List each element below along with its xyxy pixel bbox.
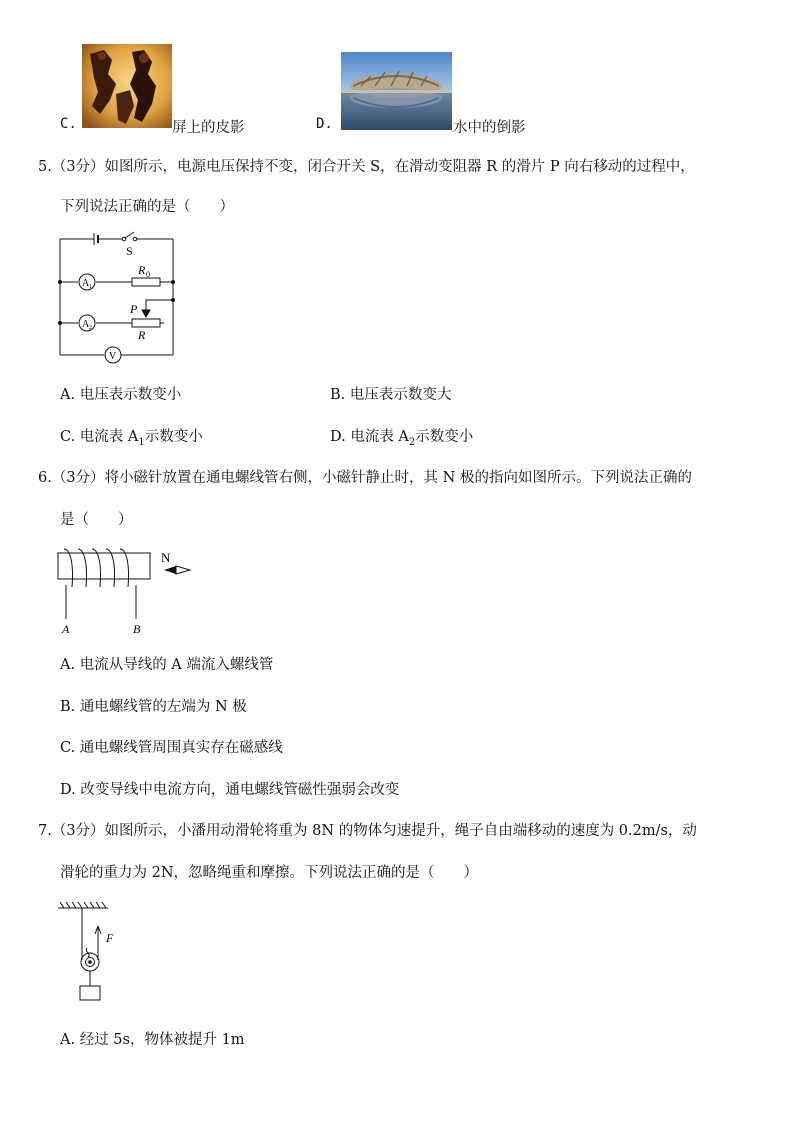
q5-option-d-post: 示数变小 bbox=[415, 429, 474, 445]
q5-r-label: R bbox=[138, 328, 146, 342]
q5-option-d bbox=[330, 425, 473, 448]
q6-option-d: D. 改变导线中电流方向，通电螺线管磁性强弱会改变 bbox=[60, 782, 400, 798]
q5-circuit-diagram bbox=[50, 226, 190, 366]
q6-option-c: C. 通电螺线管周围真实存在磁感线 bbox=[60, 740, 283, 756]
q5-r0-subscript: 0 bbox=[146, 270, 150, 279]
q5-switch-label: S bbox=[126, 244, 133, 258]
q4-option-d-letter: D. bbox=[316, 116, 333, 132]
q5-a1-label: A bbox=[82, 278, 90, 289]
q4-option-c-letter: C. bbox=[60, 116, 77, 132]
q5-stem-line1: 5.（3分）如图所示，电源电压保持不变，闭合开关 S，在滑动变阻器 R 的滑片 P 向右移动的过程中， bbox=[38, 159, 695, 175]
q5-a2-subscript: 2 bbox=[89, 325, 92, 331]
q6-stem-line2: 是（ ） bbox=[60, 512, 133, 528]
q5-option-c bbox=[60, 425, 203, 448]
shadow-puppet-image bbox=[82, 44, 172, 128]
q6-solenoid-diagram bbox=[52, 543, 202, 638]
q6-n-label: N bbox=[161, 550, 171, 565]
q7-option-a: A. 经过 5s，物体被提升 1m bbox=[60, 1032, 245, 1048]
q5-stem-line2: 下列说法正确的是（ ） bbox=[60, 199, 234, 215]
q5-option-b: B. 电压表示数变大 bbox=[330, 387, 452, 403]
q7-stem-line2: 滑轮的重力为 2N，忽略绳重和摩擦。下列说法正确的是（ ） bbox=[60, 865, 479, 881]
q5-option-d-sub: 2 bbox=[408, 436, 416, 448]
q5-option-d-pre: D. 电流表 A bbox=[330, 429, 409, 445]
q5-v-label: V bbox=[109, 351, 117, 362]
q6-a-label: A bbox=[62, 622, 70, 636]
q6-stem-line1: 6.（3分）将小磁针放置在通电螺线管右侧，小磁针静止时，其 N 极的指向如图所示。下列说法正确的 bbox=[38, 470, 692, 486]
q5-p-label: P bbox=[130, 302, 138, 316]
q5-option-a: A. 电压表示数变小 bbox=[60, 387, 182, 403]
q7-force-label: F bbox=[106, 931, 114, 945]
q4-option-d-text: 水中的倒影 bbox=[453, 120, 526, 136]
q5-a2-label: A bbox=[82, 319, 90, 330]
q5-option-c-post: 示数变小 bbox=[144, 429, 203, 445]
q5-option-c-pre: C. 电流表 A bbox=[60, 429, 139, 445]
q5-r0-label: R bbox=[138, 263, 146, 277]
q5-a1-subscript: 1 bbox=[89, 284, 92, 290]
q6-option-b: B. 通电螺线管的左端为 N 极 bbox=[60, 699, 247, 715]
q7-pulley-diagram bbox=[54, 898, 134, 1008]
q7-stem-line1: 7.（3分）如图所示，小潘用动滑轮将重为 8N 的物体匀速提升，绳子自由端移动的速度为 0.2m/s，动 bbox=[38, 823, 697, 839]
q6-b-label: B bbox=[133, 622, 141, 636]
q5-option-c-sub: 1 bbox=[138, 436, 145, 448]
bird-nest-reflection-image bbox=[341, 52, 452, 130]
q6-option-a: A. 电流从导线的 A 端流入螺线管 bbox=[60, 657, 274, 673]
q4-option-c-text: 屏上的皮影 bbox=[172, 120, 245, 136]
